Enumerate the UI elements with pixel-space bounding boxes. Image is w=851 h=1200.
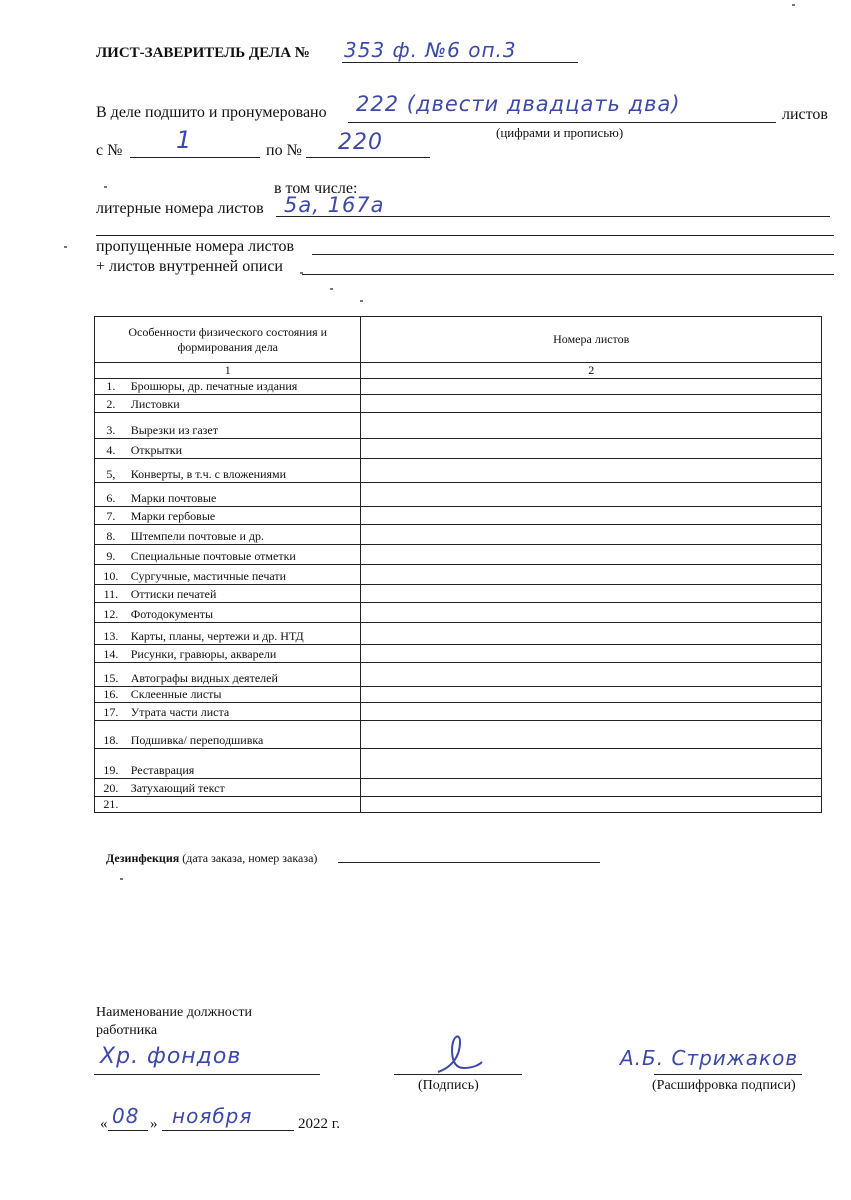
skipped-label: пропущенные номера листов xyxy=(96,238,295,255)
scan-speck xyxy=(64,246,67,248)
decoding-value: А.Б. Стрижаков xyxy=(620,1046,799,1070)
row-sheet-numbers xyxy=(361,603,822,623)
count-suffix: листов xyxy=(782,106,828,123)
page-title: ЛИСТ-ЗАВЕРИТЕЛЬ ДЕЛА № xyxy=(96,45,310,61)
row-label: Реставрация xyxy=(127,749,361,779)
letter-line xyxy=(276,216,830,217)
table-row xyxy=(95,565,822,585)
inner-line xyxy=(302,274,834,275)
table-row xyxy=(95,585,822,603)
scan-speck xyxy=(300,272,303,274)
table-row xyxy=(95,721,822,749)
table-header-col1 xyxy=(95,317,361,363)
row-label: Открытки xyxy=(127,439,361,459)
row-label: Штемпели почтовые и др. xyxy=(127,525,361,545)
row-sheet-numbers xyxy=(361,623,822,645)
row-number: 21. xyxy=(95,797,127,813)
row-label: Брошюры, др. печатные издания xyxy=(127,379,361,395)
scan-speck xyxy=(360,300,363,302)
from-value: 1 xyxy=(176,126,193,154)
letter-label: литерные номера листов xyxy=(96,200,264,217)
disinfection-line xyxy=(338,862,600,863)
row-number: 15. xyxy=(95,663,127,687)
from-line xyxy=(130,157,260,158)
table-colnum-2-text: 2 xyxy=(588,363,595,377)
row-number: 11. xyxy=(95,585,127,603)
table-colnum-row xyxy=(95,363,822,379)
scan-speck xyxy=(330,288,333,290)
table-row xyxy=(95,703,822,721)
row-number: 3. xyxy=(95,413,127,439)
row-label: Автографы видных деятелей xyxy=(127,663,361,687)
table-row xyxy=(95,395,822,413)
count-value: 222 (двести двадцать два) xyxy=(356,92,681,116)
table-row xyxy=(95,507,822,525)
skipped-line xyxy=(312,254,834,255)
scan-speck xyxy=(120,878,123,880)
row-number: 5, xyxy=(95,459,127,483)
blank-line xyxy=(96,235,834,236)
table-header-col1-text: Особенности физического состояния и формирования дела xyxy=(128,324,328,354)
table-row xyxy=(95,413,822,439)
date-month-value: ноября xyxy=(172,1104,253,1128)
date-day-value: 08 xyxy=(112,1104,140,1128)
position-value: Хр. фондов xyxy=(100,1044,242,1069)
table-row xyxy=(95,603,822,623)
position-label: Наименование должности работника xyxy=(96,1005,252,1038)
row-label: Вырезки из газет xyxy=(127,413,361,439)
row-number: 10. xyxy=(95,565,127,585)
table-row xyxy=(95,379,822,395)
row-label: Марки гербовые xyxy=(127,507,361,525)
table-header-row xyxy=(95,317,822,363)
row-number: 17. xyxy=(95,703,127,721)
table-row xyxy=(95,545,822,565)
row-label: Утрата части листа xyxy=(127,703,361,721)
row-sheet-numbers xyxy=(361,459,822,483)
row-label xyxy=(127,797,361,813)
row-sheet-numbers xyxy=(361,645,822,663)
row-number: 16. xyxy=(95,687,127,703)
row-number: 14. xyxy=(95,645,127,663)
disinfection-label-bold: Дезинфекция xyxy=(106,851,180,865)
row-label: Затухающий текст xyxy=(127,779,361,797)
row-number: 4. xyxy=(95,439,127,459)
row-sheet-numbers xyxy=(361,749,822,779)
table-colnum-2 xyxy=(361,363,822,379)
row-sheet-numbers xyxy=(361,483,822,507)
case-number-line xyxy=(342,62,578,63)
count-prefix: В деле подшито и пронумеровано xyxy=(96,104,327,121)
row-sheet-numbers xyxy=(361,395,822,413)
to-label: по № xyxy=(266,142,302,159)
row-label: Оттиски печатей xyxy=(127,585,361,603)
table-row xyxy=(95,797,822,813)
row-number: 2. xyxy=(95,395,127,413)
table-row xyxy=(95,779,822,797)
row-label: Подшивка/ переподшивка xyxy=(127,721,361,749)
row-sheet-numbers xyxy=(361,663,822,687)
row-label: Конверты, в т.ч. с вложениями xyxy=(127,459,361,483)
row-sheet-numbers xyxy=(361,507,822,525)
row-number: 7. xyxy=(95,507,127,525)
to-value: 220 xyxy=(338,130,383,155)
row-number: 13. xyxy=(95,623,127,645)
table-header-col2 xyxy=(361,317,822,363)
table-row xyxy=(95,623,822,645)
row-number: 19. xyxy=(95,749,127,779)
date-day-line xyxy=(108,1130,148,1131)
case-number-value: 353 ф. №6 оп.3 xyxy=(344,38,517,62)
row-label: Марки почтовые xyxy=(127,483,361,507)
count-hint: (цифрами и прописью) xyxy=(496,125,624,140)
row-sheet-numbers xyxy=(361,545,822,565)
row-label: Карты, планы, чертежи и др. НТД xyxy=(127,623,361,645)
table-row xyxy=(95,645,822,663)
signature-caption: (Подпись) xyxy=(418,1078,479,1093)
to-line xyxy=(306,157,430,158)
disinfection-label xyxy=(106,851,317,866)
row-number: 9. xyxy=(95,545,127,565)
signature-image xyxy=(430,1028,490,1080)
row-sheet-numbers xyxy=(361,687,822,703)
row-sheet-numbers xyxy=(361,379,822,395)
row-number: 18. xyxy=(95,721,127,749)
row-sheet-numbers xyxy=(361,797,822,813)
row-sheet-numbers xyxy=(361,565,822,585)
row-label: Фотодокументы xyxy=(127,603,361,623)
table-row xyxy=(95,439,822,459)
row-number: 12. xyxy=(95,603,127,623)
including-label: в том числе: xyxy=(274,180,358,197)
row-number: 8. xyxy=(95,525,127,545)
from-label: с № xyxy=(96,142,123,159)
row-sheet-numbers xyxy=(361,439,822,459)
table-row xyxy=(95,687,822,703)
row-label: Рисунки, гравюры, акварели xyxy=(127,645,361,663)
row-sheet-numbers xyxy=(361,703,822,721)
row-sheet-numbers xyxy=(361,721,822,749)
scan-speck xyxy=(104,186,107,188)
scan-speck xyxy=(792,4,795,6)
row-sheet-numbers xyxy=(361,585,822,603)
row-sheet-numbers xyxy=(361,525,822,545)
inner-label: + листов внутренней описи xyxy=(96,258,283,275)
table-header-col2-text: Номера листов xyxy=(553,332,630,346)
decoding-caption: (Расшифровка подписи) xyxy=(652,1078,796,1093)
table-row xyxy=(95,459,822,483)
date-quote-open: « xyxy=(100,1116,108,1132)
decoding-line xyxy=(654,1074,802,1075)
date-quote-close: » xyxy=(150,1116,158,1132)
table-row xyxy=(95,525,822,545)
physical-state-table xyxy=(94,316,822,813)
position-line xyxy=(94,1074,320,1075)
table-colnum-1 xyxy=(95,363,361,379)
row-label: Листовки xyxy=(127,395,361,413)
row-sheet-numbers xyxy=(361,413,822,439)
table-row xyxy=(95,483,822,507)
row-number: 1. xyxy=(95,379,127,395)
date-month-line xyxy=(162,1130,294,1131)
disinfection-label-rest: (дата заказа, номер заказа) xyxy=(182,851,318,865)
row-label: Сургучные, мастичные печати xyxy=(127,565,361,585)
row-sheet-numbers xyxy=(361,779,822,797)
date-year: 2022 г. xyxy=(298,1116,340,1132)
row-number: 20. xyxy=(95,779,127,797)
count-line xyxy=(348,122,776,123)
table-row xyxy=(95,663,822,687)
table-colnum-1-text: 1 xyxy=(224,363,231,377)
row-label: Склеенные листы xyxy=(127,687,361,703)
signature-line xyxy=(394,1074,522,1075)
row-number: 6. xyxy=(95,483,127,507)
letter-value: 5а, 167а xyxy=(284,193,385,217)
row-label: Специальные почтовые отметки xyxy=(127,545,361,565)
table-row xyxy=(95,749,822,779)
